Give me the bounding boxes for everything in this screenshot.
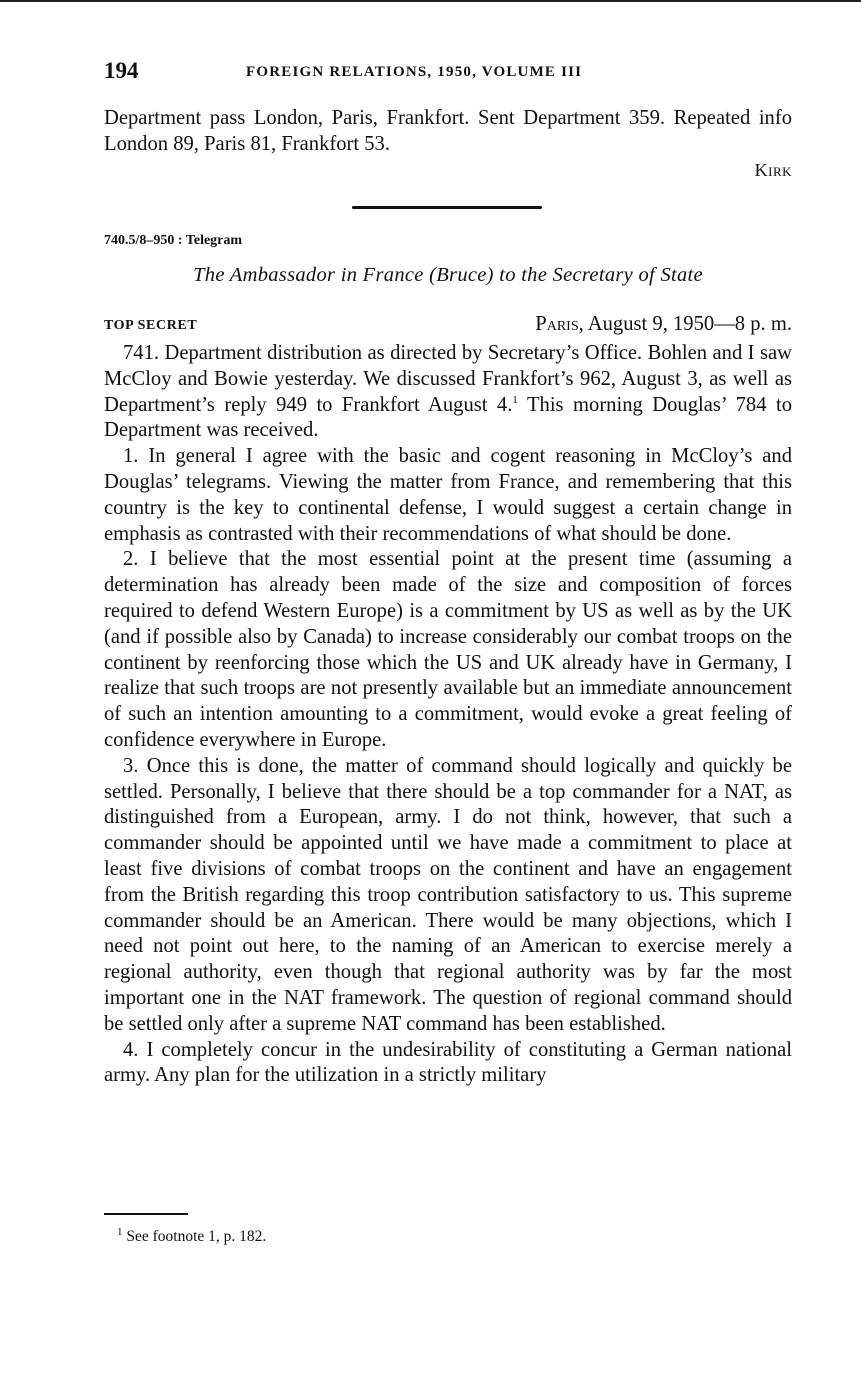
- file-number: 740.5/8–950 : Telegram: [104, 233, 243, 248]
- intro-paragraph-block: [104, 106, 792, 158]
- intro-paragraph: Department pass London, Paris, Frankfort. Sent Department 359. Repeated info London 89, Paris 81, Frankfort 53.: [104, 107, 792, 155]
- paragraph-741: [104, 341, 792, 444]
- footnote-marker: 1: [117, 1225, 123, 1238]
- section-divider: [352, 206, 542, 209]
- dateline-date: August 9, 1950—8 p. m.: [587, 313, 792, 335]
- running-head: [104, 58, 792, 86]
- footnote-rule: [104, 1213, 188, 1215]
- classification-label: TOP SECRET: [104, 318, 198, 333]
- telegram-body: [104, 341, 792, 1089]
- footnote-reference[interactable]: 1: [512, 393, 518, 406]
- paragraph-3: 3. Once this is done, the matter of command should logically and quickly be settled. Personally, I believe that there should be a top commander for a NAT, as distinguished from a European, army. I do not think, however, that such a commander should be appointed until we have made a commitment to place at least five divisions of combat troops on the continent and have an engagement from the British regarding this troop contribution satisfactory to us. This supreme commander should be an American. There would be many objections, which I need not point out here, to the naming of an American to exercise merely a regional authority, even though that regional authority was by far the most important one in the NAT framework. The question of regional command should be settled only after a supreme NAT command has been established.: [104, 754, 792, 1035]
- dateline-place: Paris,: [535, 313, 584, 335]
- running-title: FOREIGN RELATIONS, 1950, VOLUME III: [246, 64, 583, 80]
- paragraph-text: 741. Department distribution as directed by Secretary’s Office. Bohlen and I saw McCloy and Bowie yesterday. We discussed Frankfort’s 962, August 3, as well as Department’s reply 949 to Frankfort August 4.: [104, 342, 792, 416]
- dateline: [535, 313, 792, 336]
- paragraph-4: 4. I completely concur in the undesirability of constituting a German national army. Any plan for the utilization in a strictly military: [104, 1038, 792, 1087]
- footnote: [117, 1225, 267, 1246]
- footnote-text: See footnote 1, p. 182.: [122, 1228, 267, 1245]
- paragraph-2: 2. I believe that the most essential point at the present time (assuming a determination has already been made of the size and composition of forces required to defend Western Europe) is a commitment by US as well as by the UK (and if possible also by Canada) to increase considerably our combat troops on the continent by reenforcing those which the US and UK already have in Germany, I realize that such troops are not presently available but an immediate announcement of such an intention amounting to a commitment, would evoke a great feeling of confidence everywhere in Europe.: [104, 548, 792, 751]
- document-heading: The Ambassador in France (Bruce) to the Secretary of State: [193, 264, 703, 286]
- top-border-rule: [0, 0, 861, 2]
- paragraph-text: This morning Douglas’ 784 to Department was received.: [104, 393, 792, 442]
- paragraph-1: 1. In general I agree with the basic and cogent reasoning in McCloy’s and Douglas’ telegrams. Viewing the matter from France, and remembering that this country is the key to continental defense, I would suggest a certain change in emphasis as contrasted with their recommendations of what should be done.: [104, 445, 792, 545]
- page-number: 194: [104, 58, 139, 83]
- signature: Kirk: [754, 160, 792, 180]
